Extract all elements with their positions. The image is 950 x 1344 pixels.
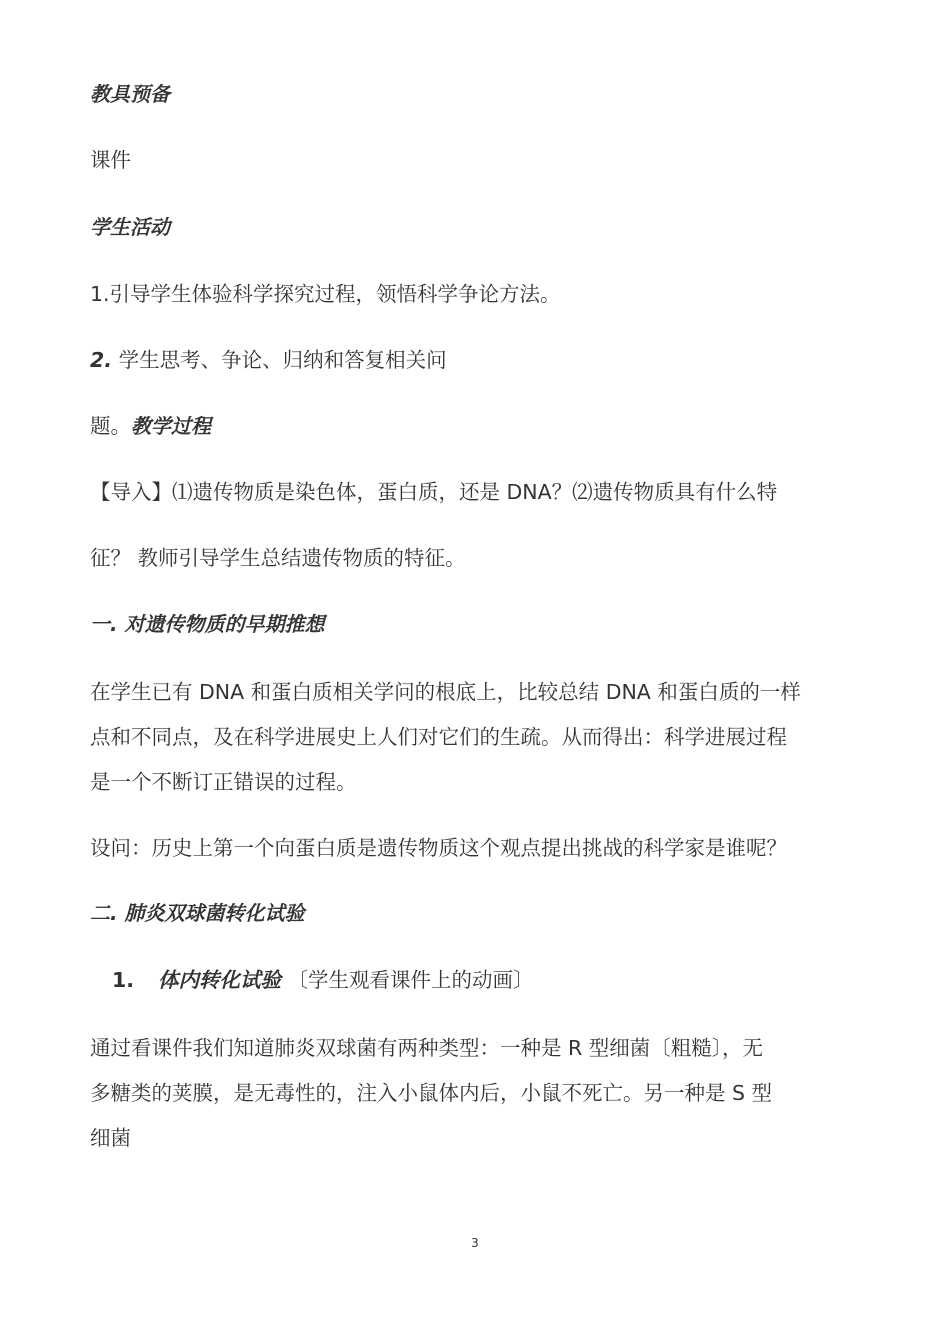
item-1-title: 体内转化试验	[158, 968, 281, 992]
section-2-line: 细菌	[90, 1126, 131, 1150]
activity-item-2-continuation	[90, 414, 211, 438]
question-text: 设问：历史上第一个向蛋白质是遗传物质这个观点提出挑战的科学家是谁呢？	[90, 836, 787, 860]
section-1-paragraph	[90, 680, 860, 815]
activity-item-1: 1.引导学生体验科学探究过程，领悟科学争论方法。	[90, 282, 561, 306]
activity-item-2-text: 学生思考、争论、归纳和答复相关问	[112, 348, 447, 372]
section-1-heading: 一. 对遗传物质的早期推想	[90, 612, 325, 636]
section-1-line: 点和不同点，及在科学进展史上人们对它们的生疏。从而得出：科学进展过程	[90, 725, 787, 749]
section-2-heading: 二. 肺炎双球菌转化试验	[90, 901, 305, 925]
page-number: 3	[471, 1236, 479, 1250]
item-1-note: 〔学生观看课件上的动画〕	[281, 968, 534, 992]
section-1-line: 在学生已有 DNA 和蛋白质相关学问的根底上，比较总结 DNA 和蛋白质的一样	[90, 680, 801, 704]
section-2-paragraph	[90, 1036, 860, 1171]
heading-student-activity: 学生活动	[90, 215, 170, 239]
intro-line-2: 征？ 教师引导学生总结遗传物质的特征。	[90, 546, 466, 570]
intro-line-1: 【导入】⑴遗传物质是染色体，蛋白质，还是 DNA？⑵遗传物质具有什么特	[90, 480, 778, 504]
equipment-text: 课件	[90, 148, 131, 172]
heading-process: 教学过程	[131, 414, 211, 438]
activity-item-2	[90, 348, 447, 372]
item-1	[112, 968, 534, 992]
section-1-line: 是一个不断订正错误的过程。	[90, 770, 357, 794]
section-2-line: 多糖类的荚膜，是无毒性的，注入小鼠体内后，小鼠不死亡。另一种是 S 型	[90, 1081, 773, 1105]
item-1-number: 1.	[112, 968, 135, 992]
activity-item-2-number: 2.	[90, 348, 113, 372]
heading-equipment: 教具预备	[90, 82, 170, 106]
activity-item-2-cont-text: 题。	[90, 414, 131, 438]
section-2-line: 通过看课件我们知道肺炎双球菌有两种类型：一种是 R 型细菌〔粗糙〕，无	[90, 1036, 764, 1060]
